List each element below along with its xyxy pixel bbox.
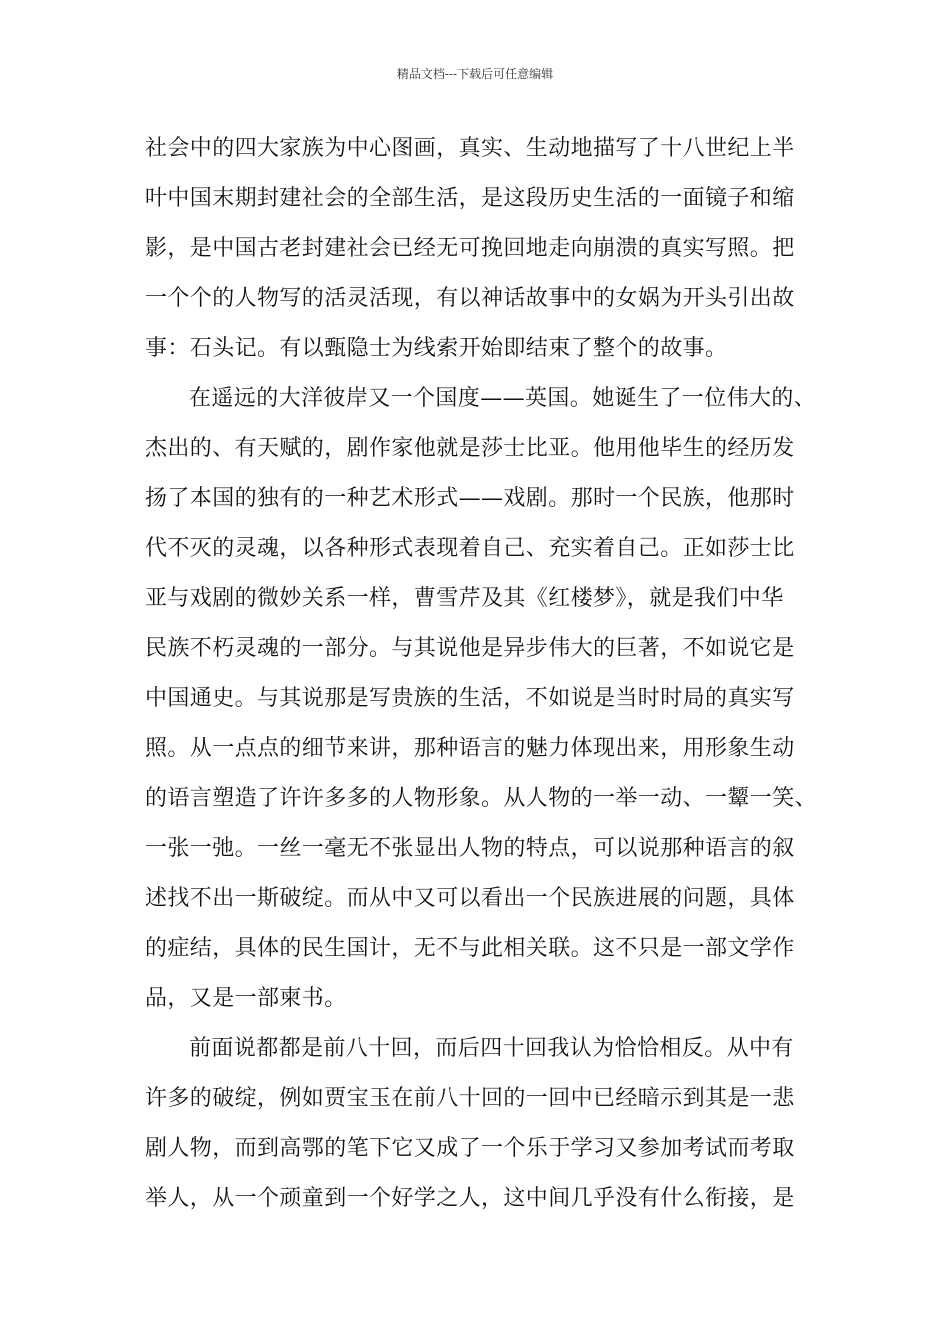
text-line: 剧人物，而到高鄂的笔下它又成了一个乐于学习又参加考试而考取 (145, 1136, 795, 1161)
document-body (145, 124, 818, 1224)
text-line: 举人，从一个顽童到一个好学之人，这中间几乎没有什么衔接，是 (145, 1186, 795, 1211)
text-line: 一个个的人物写的活灵活现，有以神话故事中的女娲为开头引出故 (145, 286, 795, 311)
paragraph-2 (145, 374, 818, 1024)
text-line: 杰出的、有天赋的，剧作家他就是莎士比亚。他用他毕生的经历发 (145, 436, 795, 461)
paragraph-3 (145, 1024, 807, 1224)
text-line: 影，是中国古老封建社会已经无可挽回地走向崩溃的真实写照。把 (145, 236, 795, 261)
text-line: 亚与戏剧的微妙关系一样，曹雪芹及其《红楼梦》，就是我们中华 (145, 586, 784, 611)
page-header: 精品文档---下载后可任意编辑 (396, 67, 554, 81)
text-line: 述找不出一斯破绽。而从中又可以看出一个民族进展的问题，具体 (145, 886, 795, 911)
text-line: 中国通史。与其说那是写贵族的生活，不如说是当时时局的真实写 (145, 686, 795, 711)
text-line: 事：石头记。有以甄隐士为线索开始即结束了整个的故事。 (145, 336, 728, 361)
paragraph-1 (145, 124, 807, 374)
text-line: 的语言塑造了许许多多的人物形象。从人物的一举一动、一颦一笑、 (145, 786, 818, 811)
text-line: 照。从一点点的细节来讲，那种语言的魅力体现出来，用形象生动 (145, 736, 795, 761)
text-line: 在遥远的大洋彼岸又一个国度——英国。她诞生了一位伟大的、 (189, 386, 817, 411)
text-line: 一张一弛。一丝一毫无不张显出人物的特点，可以说那种语言的叙 (145, 836, 795, 861)
text-line: 许多的破绽，例如贾宝玉在前八十回的一回中已经暗示到其是一悲 (145, 1086, 795, 1111)
text-line: 前面说都都是前八十回，而后四十回我认为恰恰相反。从中有 (189, 1036, 794, 1061)
text-line: 代不灭的灵魂，以各种形式表现着自己、充实着自己。正如莎士比 (145, 536, 795, 561)
text-line: 叶中国末期封建社会的全部生活，是这段历史生活的一面镜子和缩 (145, 186, 795, 211)
text-line: 品，又是一部柬书。 (145, 986, 347, 1011)
text-line: 的症结，具体的民生国计，无不与此相关联。这不只是一部文学作 (145, 936, 795, 961)
text-line: 民族不朽灵魂的一部分。与其说他是异步伟大的巨著，不如说它是 (145, 636, 795, 661)
text-line: 扬了本国的独有的一种艺术形式——戏剧。那时一个民族，他那时 (145, 486, 795, 511)
text-line: 社会中的四大家族为中心图画，真实、生动地描写了十八世纪上半 (145, 136, 795, 161)
